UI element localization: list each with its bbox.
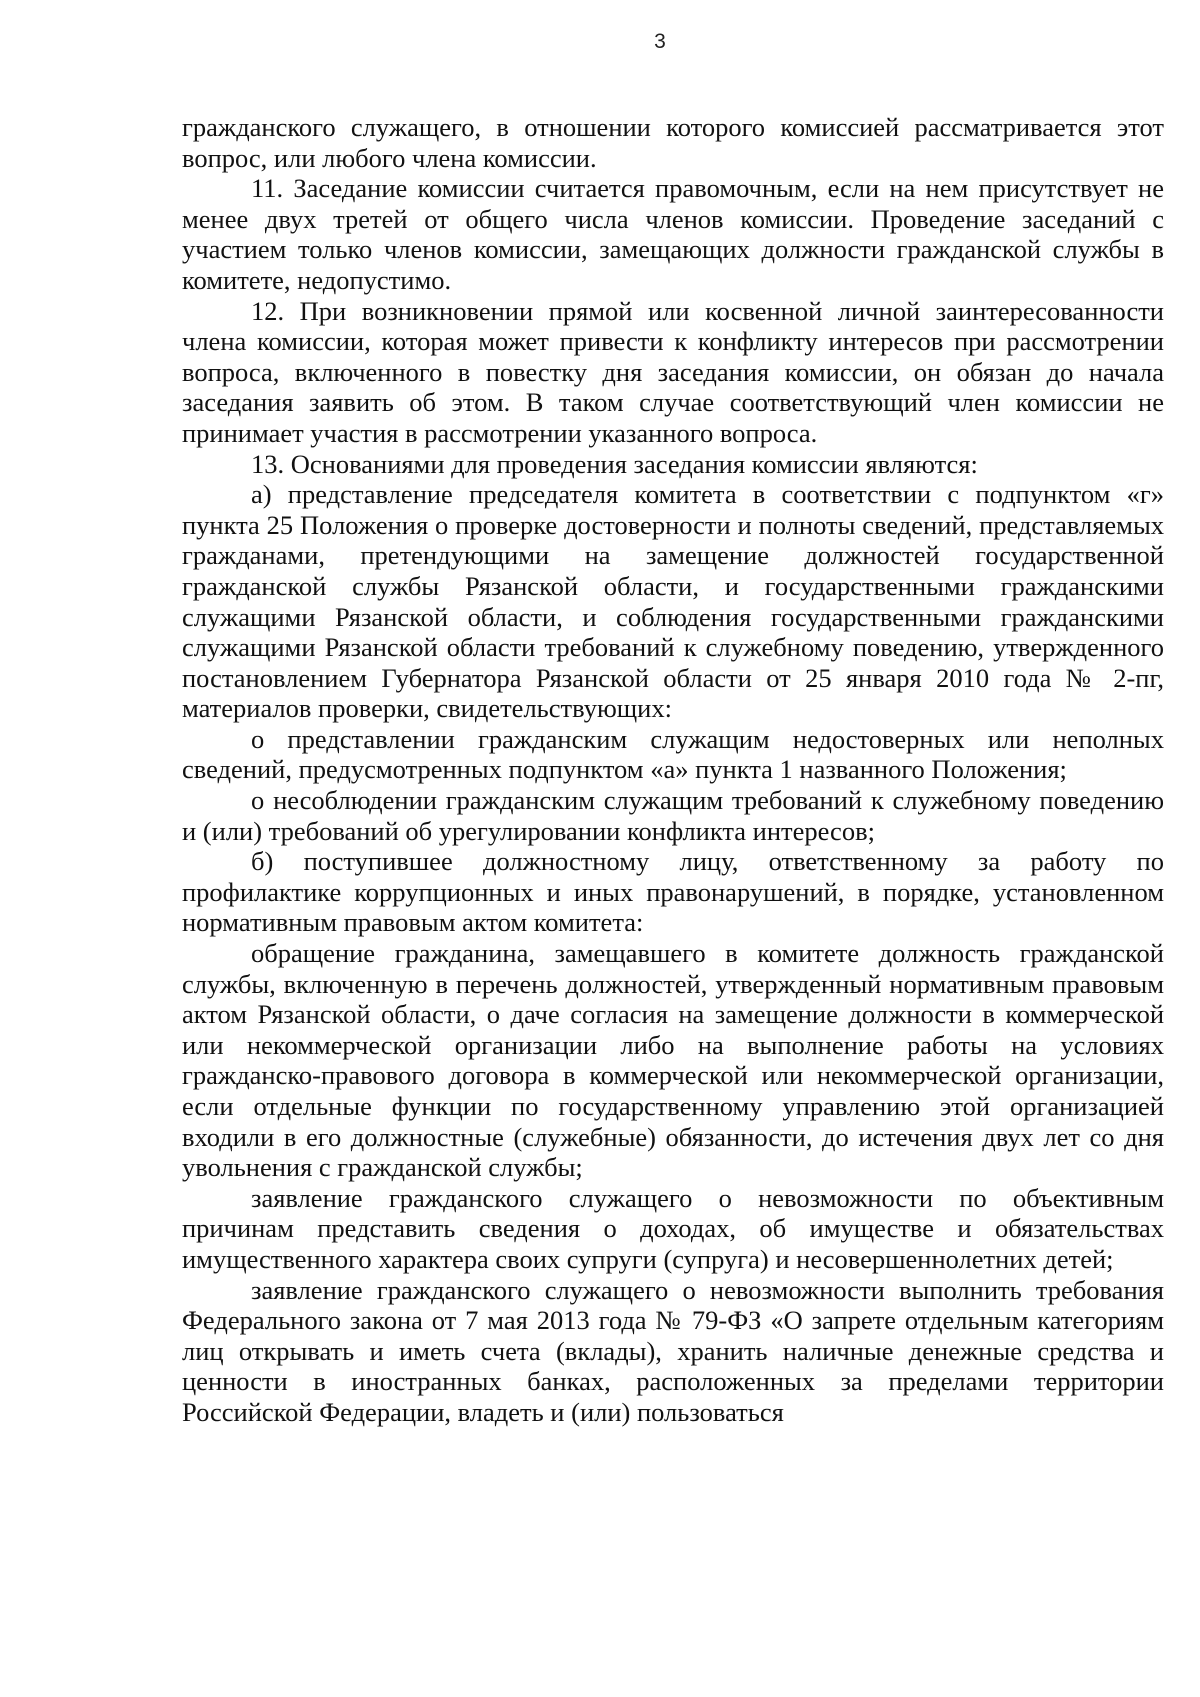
paragraph-subitem-b: б) поступившее должностному лицу, ответственному за работу по профилактике коррупционных и иных правонарушений, в порядке, установленном нормативным правовым актом комитета: xyxy=(182,846,1164,938)
paragraph-item-11: 11. Заседание комиссии считается правомочным, если на нем присутствует не менее двух третей от общего числа членов комиссии. Проведение заседаний с участием только членов комиссии, замещающих должности гражданской службы в комитете, недопустимо. xyxy=(182,173,1164,295)
paragraph-subitem-a: а) представление председателя комитета в соответствии с подпунктом «г» пункта 25 Положения о проверке достоверности и полноты сведений, представляемых гражданами, претендующими на замещение должностей государственной гражданской службы Рязанской области, и государственными гражданскими служащими Рязанской области, и соблюдения государственными гражданскими служащими Рязанской области требований к служебному поведению, утвержденного постановлением Губернатора Рязанской области от 25 января 2010 года № 2-пг, материалов проверки, свидетельствующих: xyxy=(182,479,1164,724)
paragraph-continuation: гражданского служащего, в отношении которого комиссией рассматривается этот вопрос, или любого члена комиссии. xyxy=(182,112,1164,173)
paragraph-subitem-b-3: заявление гражданского служащего о невозможности выполнить требования Федерального закона от 7 мая 2013 года № 79-ФЗ «О запрете отдельным категориям лиц открывать и иметь счета (вклады), хранить наличные денежные средства и ценности в иностранных банках, расположенных за пределами территории Российской Федерации, владеть и (или) пользоваться xyxy=(182,1274,1164,1427)
paragraph-item-13: 13. Основаниями для проведения заседания комиссии являются: xyxy=(251,448,978,479)
paragraph-subitem-a-2: о несоблюдении гражданским служащим требований к служебному поведению и (или) требований об урегулировании конфликта интересов; xyxy=(182,785,1164,846)
document-body xyxy=(182,112,1164,1428)
paragraph-subitem-b-2: заявление гражданского служащего о невозможности по объективным причинам представить сведения о доходах, об имуществе и обязательствах имущественного характера своих супруги (супруга) и несовершеннолетних детей; xyxy=(182,1182,1164,1274)
page-number: 3 xyxy=(654,30,666,53)
paragraph-subitem-b-1: обращение гражданина, замещавшего в комитете должность гражданской службы, включенную в перечень должностей, утвержденный нормативным правовым актом Рязанской области, о даче согласия на замещение должности в коммерческой или некоммерческой организации либо на выполнение работы на условиях гражданско-правового договора в коммерческой или некоммерческой организации, если отдельные функции по государственному управлению этой организацией входили в его должностные (служебные) обязанности, до истечения двух лет со дня увольнения с гражданской службы; xyxy=(182,938,1164,1183)
paragraph-subitem-a-1: о представлении гражданским служащим недостоверных или неполных сведений, предусмотренных подпунктом «а» пункта 1 названного Положения; xyxy=(182,723,1164,785)
paragraph-item-12: 12. При возникновении прямой или косвенной личной заинтересованности члена комиссии, которая может привести к конфликту интересов при рассмотрении вопроса, включенного в повестку дня заседания комиссии, он обязан до начала заседания заявить об этом. В таком случае соответствующий член комиссии не принимает участия в рассмотрении указанного вопроса. xyxy=(182,295,1164,448)
